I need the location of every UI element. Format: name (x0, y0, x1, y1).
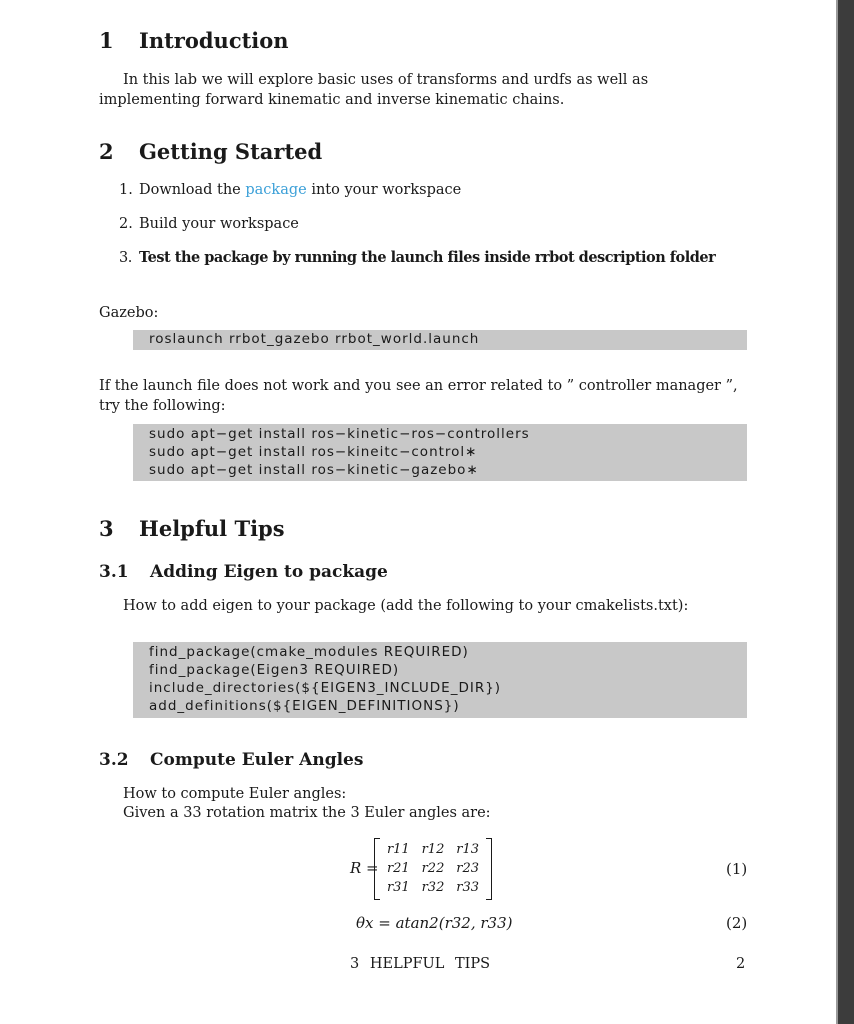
list-item (119, 249, 715, 266)
list-item (119, 182, 461, 198)
subsection-heading-euler (99, 750, 363, 770)
code-line: sudo apt−get install ros−kinetic−gazebo∗ (149, 462, 479, 478)
section-number: 2 (99, 139, 114, 164)
package-link[interactable]: package (245, 182, 307, 198)
euler-line-2: Given a 33 rotation matrix the 3 Euler angles are: (123, 805, 491, 821)
code-line: sudo apt−get install ros−kinetic−ros−controllers (149, 426, 530, 442)
eigen-code-block (133, 642, 747, 718)
list-item (119, 216, 299, 232)
list-text: Download the (139, 182, 246, 198)
list-text: Build your workspace (139, 216, 299, 232)
list-number: 2. (119, 216, 133, 232)
list-number: 1. (119, 182, 133, 198)
subsection-number: 3.1 (99, 562, 129, 582)
subsection-heading-eigen (99, 562, 388, 582)
matrix-cell: r32 (421, 880, 445, 895)
matrix-row (381, 842, 485, 857)
gazebo-code-block (133, 330, 747, 350)
matrix-cell: r22 (421, 861, 445, 876)
matrix-cell: r31 (386, 880, 410, 895)
code-line: include_directories(${EIGEN3_INCLUDE_DIR}) (149, 680, 502, 696)
matrix-cell: r13 (456, 842, 480, 857)
code-line: find_package(Eigen3 REQUIRED) (149, 662, 400, 678)
code-line: roslaunch rrbot_gazebo rrbot_world.launch (149, 331, 480, 347)
matrix-cell: r21 (386, 861, 410, 876)
equation-2-number: (2) (726, 914, 748, 932)
euler-line-1: How to compute Euler angles: (123, 786, 347, 802)
equation-1-number: (1) (726, 860, 748, 878)
matrix-row (381, 861, 485, 876)
install-code-block (133, 424, 747, 481)
fallback-paragraph: If the launch file does not work and you see an error related to ” controller manager ”, try the following: (99, 378, 738, 414)
running-footer: 3 HELPFUL TIPS (350, 956, 491, 972)
equation-1-lhs: R = (350, 859, 379, 877)
subsection-title: Compute Euler Angles (150, 750, 364, 770)
code-line: add_definitions(${EIGEN_DEFINITIONS}) (149, 698, 460, 714)
matrix-cell: r11 (386, 842, 410, 857)
matrix-cell: r23 (456, 861, 480, 876)
subsection-number: 3.2 (99, 750, 129, 770)
list-number: 3. (119, 250, 132, 266)
code-line: sudo apt−get install ros−kineitc−control∗ (149, 444, 478, 460)
matrix-cell: r33 (456, 880, 480, 895)
section-heading-getting-started (99, 139, 322, 164)
rotation-matrix (374, 838, 492, 900)
intro-paragraph: In this lab we will explore basic uses of transforms and urdfs as well as implementing forward kinematic and inverse kinematic chains. (99, 72, 649, 108)
section-heading-introduction (99, 28, 289, 53)
list-text: into your workspace (306, 182, 462, 198)
subsection-title: Adding Eigen to package (150, 562, 388, 582)
section-heading-helpful-tips (99, 516, 285, 541)
section-title: Getting Started (139, 139, 323, 164)
list-text: Test the package by running the launch files inside rrbot description folder (139, 249, 716, 266)
section-title: Introduction (139, 28, 289, 53)
page-number: 2 (736, 956, 746, 972)
eigen-paragraph: How to add eigen to your package (add the following to your cmakelists.txt): (123, 598, 689, 614)
code-line: find_package(cmake_modules REQUIRED) (149, 644, 469, 660)
section-number: 3 (99, 516, 114, 541)
viewer-scrollbar[interactable] (838, 0, 854, 1024)
matrix-row (381, 880, 485, 895)
matrix-cell: r12 (421, 842, 445, 857)
equation-2: θx = atan2(r32, r33) (356, 914, 513, 932)
section-number: 1 (99, 28, 114, 53)
section-title: Helpful Tips (139, 516, 285, 541)
gazebo-label: Gazebo: (99, 305, 159, 321)
